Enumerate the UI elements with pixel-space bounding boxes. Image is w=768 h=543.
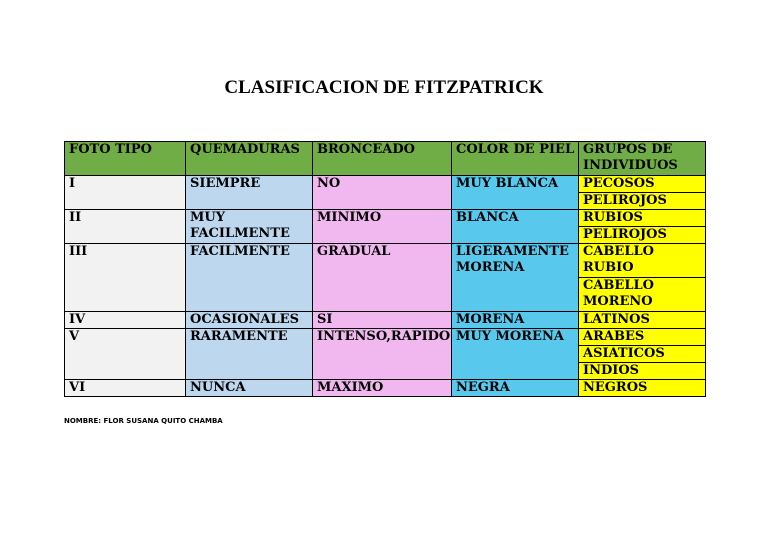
cell-color-de-piel: MORENA	[452, 312, 579, 329]
cell-color-de-piel: BLANCA	[452, 210, 579, 244]
cell-grupo: NEGROS	[579, 380, 706, 397]
cell-grupo: LATINOS	[579, 312, 706, 329]
cell-bronceado: NO	[313, 176, 452, 210]
page-title: CLASIFICACION DE FITZPATRICK	[224, 77, 544, 98]
cell-bronceado: MINIMO	[313, 210, 452, 244]
cell-grupo: PECOSOS	[579, 176, 706, 193]
cell-quemaduras: OCASIONALES	[186, 312, 313, 329]
fitzpatrick-table	[64, 141, 706, 397]
cell-foto-tipo: VI	[65, 380, 186, 397]
table-row	[65, 210, 706, 227]
cell-grupo: PELIROJOS	[579, 227, 706, 244]
table-row	[65, 244, 706, 278]
cell-foto-tipo: V	[65, 329, 186, 380]
header-grupos-de-individuos: GRUPOS DE INDIVIDUOS	[579, 142, 706, 176]
cell-grupo: RUBIOS	[579, 210, 706, 227]
cell-quemaduras: NUNCA	[186, 380, 313, 397]
cell-color-de-piel: MUY BLANCA	[452, 176, 579, 210]
cell-quemaduras: SIEMPRE	[186, 176, 313, 210]
cell-color-de-piel: LIGERAMENTE MORENA	[452, 244, 579, 312]
cell-quemaduras: MUY FACILMENTE	[186, 210, 313, 244]
cell-grupo: CABELLO RUBIO	[579, 244, 706, 278]
cell-color-de-piel: MUY MORENA	[452, 329, 579, 380]
cell-grupo: CABELLO MORENO	[579, 278, 706, 312]
header-color-de-piel: COLOR DE PIEL	[452, 142, 579, 176]
cell-grupo: INDIOS	[579, 363, 706, 380]
cell-grupo: ARABES	[579, 329, 706, 346]
table-header-row	[65, 142, 706, 176]
cell-foto-tipo: IV	[65, 312, 186, 329]
header-bronceado: BRONCEADO	[313, 142, 452, 176]
cell-foto-tipo: II	[65, 210, 186, 244]
cell-color-de-piel: NEGRA	[452, 380, 579, 397]
table-row	[65, 176, 706, 193]
table-row	[65, 329, 706, 346]
header-quemaduras: QUEMADURAS	[186, 142, 313, 176]
cell-foto-tipo: III	[65, 244, 186, 312]
cell-bronceado: INTENSO,RAPIDO	[313, 329, 452, 380]
header-foto-tipo: FOTO TIPO	[65, 142, 186, 176]
cell-grupo: PELIROJOS	[579, 193, 706, 210]
cell-bronceado: GRADUAL	[313, 244, 452, 312]
table-row	[65, 312, 706, 329]
table-row	[65, 380, 706, 397]
cell-quemaduras: FACILMENTE	[186, 244, 313, 312]
cell-foto-tipo: I	[65, 176, 186, 210]
cell-quemaduras: RARAMENTE	[186, 329, 313, 380]
author-name: NOMBRE: FLOR SUSANA QUITO CHAMBA	[64, 417, 223, 425]
cell-bronceado: SI	[313, 312, 452, 329]
cell-grupo: ASIATICOS	[579, 346, 706, 363]
cell-bronceado: MAXIMO	[313, 380, 452, 397]
